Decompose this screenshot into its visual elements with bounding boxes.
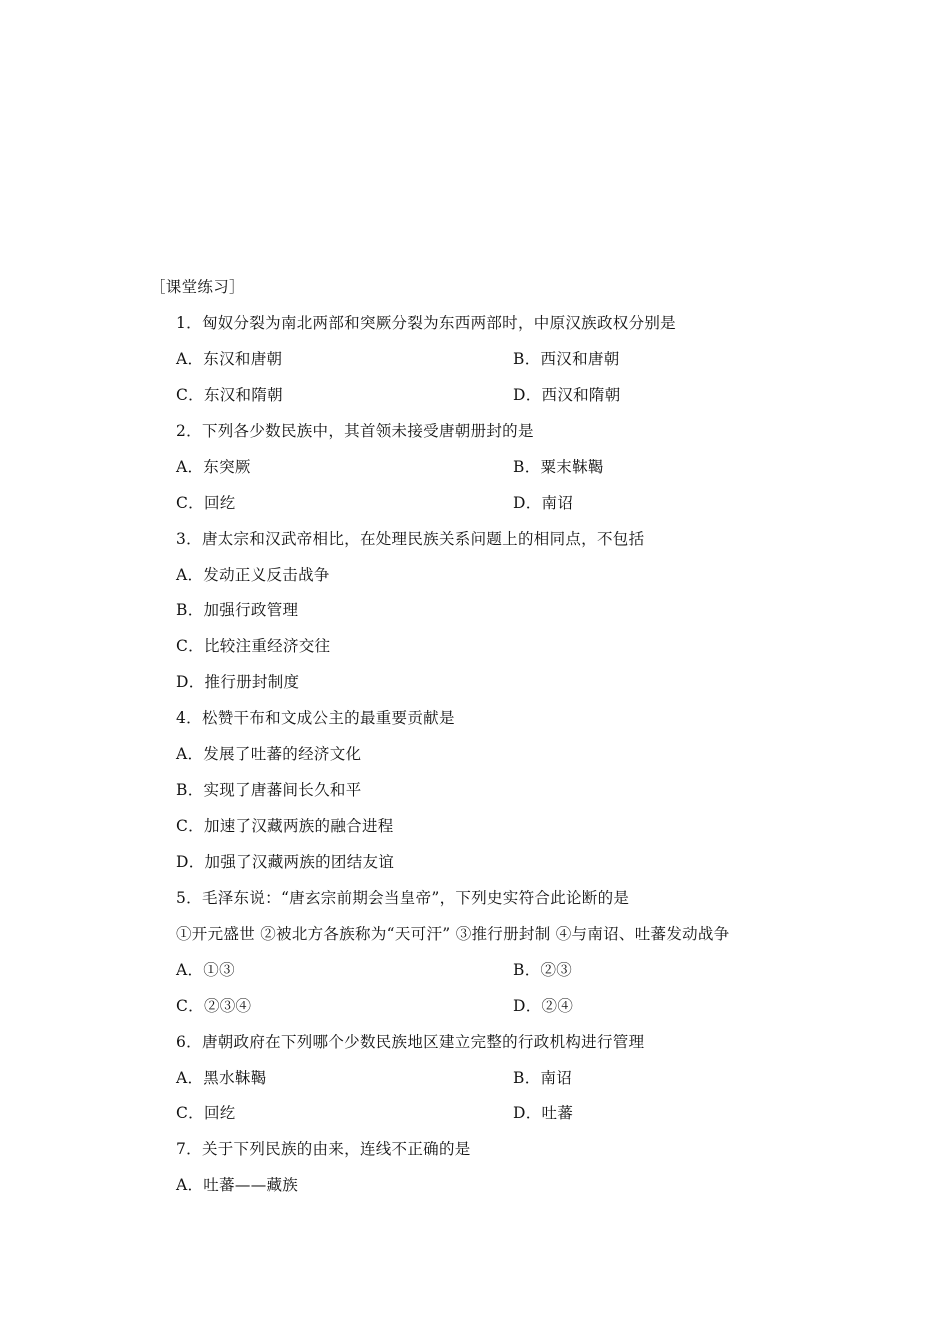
section-header: ［课堂练习］: [150, 278, 245, 296]
question-2-option-d: D．南诏: [513, 494, 574, 512]
question-6-option-d: D．吐蕃: [513, 1104, 574, 1122]
question-2-option-a: A．东突厥: [176, 458, 251, 476]
question-7-option-a: A．吐蕃——藏族: [176, 1176, 299, 1194]
question-3-option-d: D．推行册封制度: [176, 673, 300, 691]
question-4-option-d: D．加强了汉藏两族的团结友谊: [176, 853, 395, 871]
question-6-stem: 6．唐朝政府在下列哪个少数民族地区建立完整的行政机构进行管理: [176, 1033, 645, 1051]
question-1-option-c: C．东汉和隋朝: [176, 386, 283, 404]
question-1-stem: 1．匈奴分裂为南北两部和突厥分裂为东西两部时，中原汉族政权分别是: [176, 314, 676, 332]
question-3-option-c: C．比较注重经济交往: [176, 637, 331, 655]
question-5-option-d: D．②④: [513, 997, 574, 1015]
question-5-option-a: A．①③: [176, 961, 235, 979]
question-4-stem: 4．松赞干布和文成公主的最重要贡献是: [176, 709, 455, 727]
question-6-option-b: B．南诏: [513, 1069, 573, 1087]
question-4-option-a: A．发展了吐蕃的经济文化: [176, 745, 362, 763]
question-1-option-b: B．西汉和唐朝: [513, 350, 620, 368]
question-2-option-b: B．粟末靺鞨: [513, 458, 604, 476]
question-1-option-a: A．东汉和唐朝: [176, 350, 283, 368]
question-1-option-d: D．西汉和隋朝: [513, 386, 621, 404]
question-3-stem: 3．唐太宗和汉武帝相比，在处理民族关系问题上的相同点，不包括: [176, 530, 645, 548]
question-5-option-b: B．②③: [513, 961, 573, 979]
question-7-stem: 7．关于下列民族的由来，连线不正确的是: [176, 1140, 471, 1158]
question-2-option-c: C．回纥: [176, 494, 236, 512]
question-5-statements: ①开元盛世 ②被北方各族称为“天可汗” ③推行册封制 ④与南诏、吐蕃发动战争: [176, 925, 730, 943]
question-4-option-b: B．实现了唐蕃间长久和平: [176, 781, 362, 799]
question-2-stem: 2．下列各少数民族中，其首领未接受唐朝册封的是: [176, 422, 534, 440]
question-3-option-a: A．发动正义反击战争: [176, 566, 330, 584]
question-4-option-c: C．加速了汉藏两族的融合进程: [176, 817, 394, 835]
question-6-option-c: C．回纥: [176, 1104, 236, 1122]
question-5-option-c: C．②③④: [176, 997, 252, 1015]
question-6-option-a: A．黑水靺鞨: [176, 1069, 267, 1087]
question-5-stem: 5．毛泽东说：“唐玄宗前期会当皇帝”，下列史实符合此论断的是: [176, 889, 630, 907]
question-3-option-b: B．加强行政管理: [176, 601, 299, 619]
